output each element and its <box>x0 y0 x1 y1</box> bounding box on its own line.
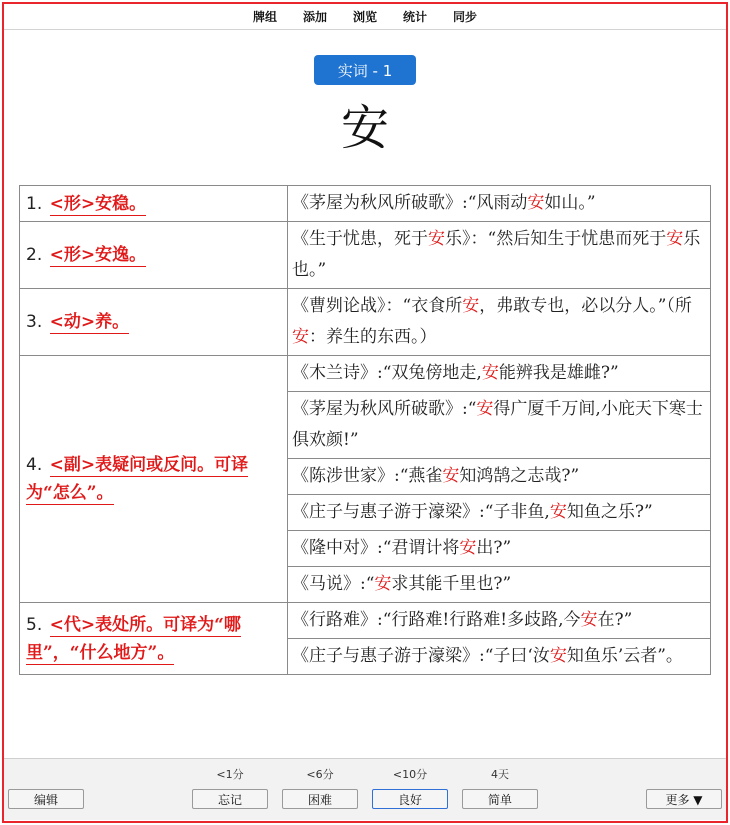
example-cell <box>288 531 711 567</box>
example-text: 《庄子与惠子游于濠梁》:“子曰‘汝 <box>292 646 550 666</box>
example-cell <box>288 186 711 222</box>
answer-bar <box>4 758 726 820</box>
example-text: 《生于忧患，死于 <box>292 229 428 249</box>
example-text: 知鸿鹄之志哉?” <box>459 466 580 486</box>
example-cell <box>288 603 711 639</box>
sense-cell <box>20 222 288 289</box>
example-text: 求其能千里也?” <box>391 574 512 594</box>
sense-number: 3. <box>26 312 43 332</box>
example-text: 《行路难》:“行路难!行路难!多歧路,今 <box>292 610 581 630</box>
example-text: 《茅屋为秋风所破歌》:“风雨动 <box>292 193 528 213</box>
sense-cell <box>20 186 288 222</box>
due-good: <10分 <box>392 768 428 781</box>
example-text: 《木兰诗》:“双兔傍地走, <box>292 363 482 383</box>
table-row <box>20 222 711 289</box>
example-text: 《陈涉世家》:“燕雀 <box>292 466 443 486</box>
sense-definition: <形>安稳。 <box>49 193 147 214</box>
example-text: 《茅屋为秋风所破歌》:“ <box>292 399 477 419</box>
example-cell <box>288 222 711 289</box>
example-text: ，弗敢专也，必以分人。”（所 <box>479 296 692 316</box>
example-cell <box>288 495 711 531</box>
highlighted-headword: 安 <box>549 502 567 522</box>
highlighted-headword: 安 <box>666 229 684 249</box>
due-hard: <6分 <box>306 768 334 781</box>
example-text: 能辨我是雄雌?” <box>498 363 619 383</box>
table-row <box>20 289 711 356</box>
example-cell <box>288 459 711 495</box>
good-button[interactable]: 良好 <box>372 789 448 809</box>
top-menu-bar <box>4 4 726 30</box>
table-row <box>20 186 711 222</box>
menu-stats[interactable]: 统计 <box>403 10 428 24</box>
example-cell <box>288 392 711 459</box>
sense-cell <box>20 289 288 356</box>
highlighted-headword: 安 <box>374 574 392 594</box>
highlighted-headword: 安 <box>527 193 545 213</box>
example-text: 《马说》:“ <box>292 574 375 594</box>
highlighted-headword: 安 <box>428 229 445 249</box>
highlighted-headword: 安 <box>462 296 480 316</box>
deck-badge: 实词 - 1 <box>314 55 416 85</box>
sense-number: 4. <box>26 455 43 475</box>
example-text: 知鱼乐’云者”。 <box>566 646 683 666</box>
example-text: 乐》：“然后知生于忧患而死于 <box>445 229 667 249</box>
example-text: 乐也。” <box>292 229 701 280</box>
highlighted-headword: 安 <box>459 538 477 558</box>
sense-definition: <动>养。 <box>49 312 130 332</box>
table-row <box>20 356 711 392</box>
example-text: 《隆中对》:“君谓计将 <box>292 538 460 558</box>
sense-definition: <代>表处所。可译为“哪里”，“什么地方”。 <box>26 614 241 663</box>
hard-button[interactable]: 困难 <box>282 789 358 809</box>
forget-button[interactable]: 忘记 <box>192 789 268 809</box>
example-text: 出?” <box>476 538 512 558</box>
sense-number: 1. <box>26 193 43 214</box>
menu-add[interactable]: 添加 <box>302 10 327 24</box>
highlighted-headword: 安 <box>549 646 567 666</box>
highlighted-headword: 安 <box>476 399 494 419</box>
example-text: 《曹刿论战》：“衣食所 <box>292 296 463 316</box>
menu-decks[interactable]: 牌组 <box>252 10 277 24</box>
definition-table <box>19 185 711 675</box>
headword: 安 <box>340 100 389 156</box>
highlighted-headword: 安 <box>442 466 460 486</box>
sense-number: 2. <box>26 245 43 265</box>
sense-definition: <形>安逸。 <box>49 245 147 265</box>
due-forget: <1分 <box>216 768 244 781</box>
highlighted-headword: 安 <box>292 327 309 347</box>
example-text: 在?” <box>597 610 633 630</box>
sense-cell <box>20 356 288 603</box>
sense-definition: <副>表疑问或反问。可译为“怎么”。 <box>26 455 249 503</box>
due-easy: 4天 <box>491 768 509 781</box>
example-text: ：养生的东西。） <box>309 327 437 347</box>
easy-button[interactable]: 简单 <box>462 789 538 809</box>
more-button[interactable]: 更多 ▼ <box>646 789 722 809</box>
example-cell <box>288 356 711 392</box>
example-text: 《庄子与惠子游于濠梁》:“子非鱼, <box>292 502 550 522</box>
menu-sync[interactable]: 同步 <box>453 10 478 24</box>
example-cell <box>288 289 711 356</box>
sense-number: 5. <box>26 614 43 635</box>
edit-button[interactable]: 编辑 <box>8 789 84 809</box>
example-text: 知鱼之乐?” <box>566 502 653 522</box>
example-text: 如山。” <box>544 193 596 213</box>
highlighted-headword: 安 <box>481 363 499 383</box>
example-text: 得广厦千万间,小庇天下寒士俱欢颜!” <box>292 399 703 450</box>
menu-browse[interactable]: 浏览 <box>352 10 377 24</box>
example-cell <box>288 639 711 675</box>
highlighted-headword: 安 <box>580 610 598 630</box>
sense-cell <box>20 603 288 675</box>
table-row <box>20 603 711 639</box>
example-cell <box>288 567 711 603</box>
